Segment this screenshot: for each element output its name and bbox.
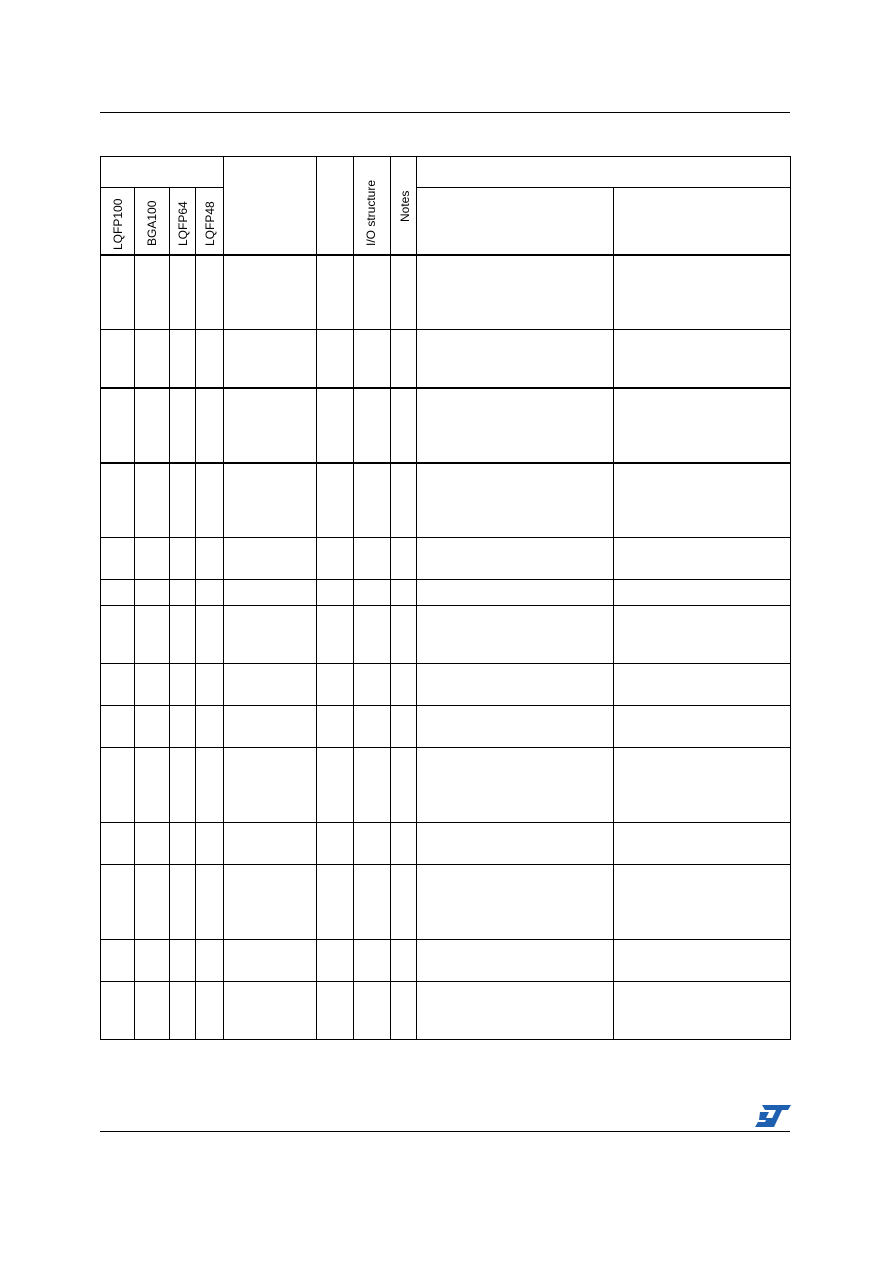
header-lqfp64: LQFP64	[176, 201, 190, 246]
footer-rule	[100, 1131, 790, 1132]
header-lqfp48: LQFP48	[203, 201, 217, 246]
header-notes: Notes	[398, 190, 412, 222]
header-bga100: BGA100	[145, 200, 159, 246]
header-lqfp100: LQFP100	[111, 198, 125, 250]
table-frame	[101, 157, 791, 1040]
st-logo-icon	[755, 1105, 791, 1127]
header-io-structure: I/O structure	[364, 179, 378, 246]
